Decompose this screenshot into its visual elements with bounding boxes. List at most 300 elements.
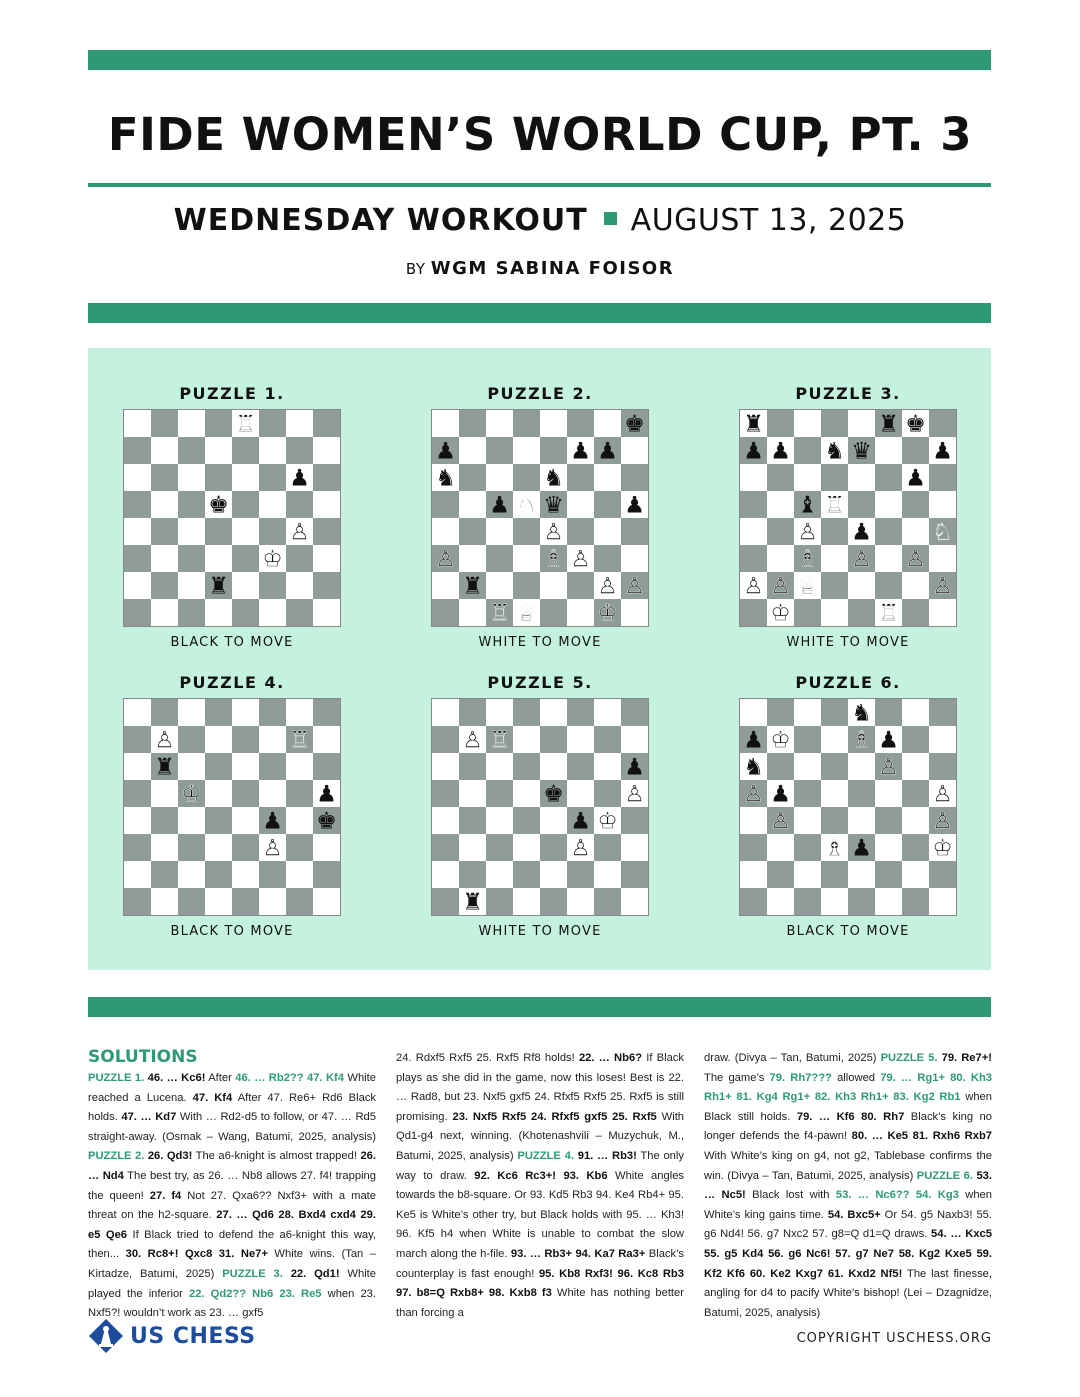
board-square xyxy=(205,437,232,464)
board-square xyxy=(286,861,313,888)
board-square xyxy=(821,780,848,807)
solution-highlight: 79. Rh7??? xyxy=(769,1071,832,1084)
board-square xyxy=(178,753,205,780)
board-square xyxy=(286,437,313,464)
board-square xyxy=(794,464,821,491)
chess-piece-icon: ♙ xyxy=(154,727,175,754)
board-square xyxy=(432,572,459,599)
chess-piece-icon: ♚ xyxy=(624,411,645,438)
board-square xyxy=(459,699,486,726)
board-square xyxy=(848,780,875,807)
separator-square-icon xyxy=(604,212,617,225)
board-square xyxy=(821,888,848,915)
chess-piece-icon: ♟ xyxy=(570,808,591,835)
board-square xyxy=(432,888,459,915)
chess-piece-icon: ♟ xyxy=(905,465,926,492)
board-square xyxy=(902,726,929,753)
board-square xyxy=(821,518,848,545)
chess-piece-icon: ♙ xyxy=(878,754,899,781)
board-square xyxy=(151,437,178,464)
board-square xyxy=(767,699,794,726)
board-square xyxy=(432,861,459,888)
solution-move: 79. … Kf6 80. Rh7 xyxy=(796,1110,905,1123)
board-square xyxy=(740,834,767,861)
board-square xyxy=(848,861,875,888)
subtitle xyxy=(0,203,1080,238)
board-square xyxy=(848,888,875,915)
board-square xyxy=(313,726,340,753)
board-square xyxy=(621,699,648,726)
chess-piece-icon: ♘ xyxy=(932,519,953,546)
puzzles-panel xyxy=(88,348,991,970)
board-square xyxy=(486,699,513,726)
solution-text: The only way to draw. xyxy=(396,1149,684,1182)
board-square xyxy=(286,780,313,807)
board-square xyxy=(929,464,956,491)
board-square xyxy=(459,780,486,807)
chess-piece-icon: ♔ xyxy=(932,835,953,862)
board-square xyxy=(432,753,459,780)
board-square xyxy=(432,834,459,861)
solution-text: With … Rd2-d5 to follow, or 47. … Rd5 straight-away. (Osmak – Wang, Batumi, 2025, analysis) xyxy=(88,1111,376,1143)
solution-highlight: 79. … Rg1+ 80. Kh3 Rh1+ 81. Kg4 Rg1+ 82. Kh3 Rh1+ 83. Kg2 Rb1 xyxy=(704,1071,993,1104)
board-square xyxy=(848,753,875,780)
board-square xyxy=(875,518,902,545)
solution-text: If Black tried to defend the a6-knight this way, then... xyxy=(88,1228,376,1261)
chess-piece-icon: ♙ xyxy=(905,546,926,573)
chess-piece-icon: ♟ xyxy=(770,781,791,808)
board-square xyxy=(232,599,259,626)
chess-piece-icon: ♟ xyxy=(435,438,456,465)
to-move-label: BLACK TO MOVE xyxy=(170,924,294,939)
chess-piece-icon: ♜ xyxy=(208,573,229,600)
board-square xyxy=(205,545,232,572)
chess-piece-icon: ♜ xyxy=(154,754,175,781)
board-square xyxy=(151,599,178,626)
chess-piece-icon: ♙ xyxy=(770,573,791,600)
chess-board xyxy=(431,409,649,627)
board-square xyxy=(259,699,286,726)
board-square xyxy=(567,518,594,545)
chess-piece-icon: ♟ xyxy=(932,438,953,465)
chess-piece-icon: ♟ xyxy=(743,438,764,465)
board-square xyxy=(486,780,513,807)
solution-text: 24. Rdxf5 Rxf5 25. Rxf5 Rf8 holds! xyxy=(396,1052,579,1064)
chess-piece-icon: ♟ xyxy=(743,727,764,754)
solution-move: 92. Kc6 Rc3+! 93. Kb6 xyxy=(474,1169,608,1182)
chess-board xyxy=(431,698,649,916)
board-square xyxy=(794,753,821,780)
board-square xyxy=(432,726,459,753)
page-title: FIDE WOMEN’S WORLD CUP, PT. 3 xyxy=(107,108,973,161)
chess-piece-icon: ♞ xyxy=(824,438,845,465)
board-square xyxy=(151,888,178,915)
solutions-heading: SOLUTIONS xyxy=(88,1047,198,1067)
board-square xyxy=(848,464,875,491)
board-square xyxy=(929,861,956,888)
solution-move: 27. … Qd6 28. Bxd4 cxd4 29. e5 Qe6 xyxy=(88,1209,376,1241)
board-square xyxy=(232,437,259,464)
board-square xyxy=(513,726,540,753)
title-underline xyxy=(88,183,991,187)
solution-text: The last finesse, angling for d4 to pacify White’s bishop! (Lei – Dzagnidze, Batumi, 2025, analysis) xyxy=(704,1267,992,1319)
board-square xyxy=(794,599,821,626)
board-square xyxy=(205,464,232,491)
solution-highlight: PUZZLE 2. xyxy=(88,1150,145,1163)
board-square xyxy=(432,410,459,437)
chess-piece-icon: ♞ xyxy=(743,754,764,781)
board-square xyxy=(232,699,259,726)
solution-text: White reached a Lucena. xyxy=(88,1072,376,1104)
board-square xyxy=(821,410,848,437)
board-square xyxy=(594,861,621,888)
board-square xyxy=(567,888,594,915)
solution-text: Black lost with xyxy=(745,1189,836,1202)
chess-piece-icon: ♙ xyxy=(570,835,591,862)
solution-move: 27. f4 xyxy=(149,1189,182,1202)
board-square xyxy=(540,753,567,780)
us-chess-logo-text: US CHESS xyxy=(130,1323,256,1349)
solutions-column-3 xyxy=(704,1049,992,1323)
board-square xyxy=(567,780,594,807)
board-square xyxy=(794,807,821,834)
solution-text: allowed xyxy=(831,1071,881,1084)
board-square xyxy=(848,572,875,599)
board-square xyxy=(259,726,286,753)
board-square xyxy=(875,464,902,491)
board-square xyxy=(486,518,513,545)
board-square xyxy=(486,807,513,834)
board-square xyxy=(929,599,956,626)
board-square xyxy=(124,699,151,726)
board-square xyxy=(875,545,902,572)
solution-text: With Qd1-g4 next, winning. (Khotenashvili – Muzychuk, M., Batumi, 2025, analysis) xyxy=(396,1110,685,1162)
chess-piece-icon: ♙ xyxy=(624,781,645,808)
solution-text xyxy=(283,1268,291,1280)
board-square xyxy=(124,726,151,753)
board-square xyxy=(740,807,767,834)
chess-piece-icon: ♟ xyxy=(316,781,337,808)
chess-piece-icon: ♙ xyxy=(797,519,818,546)
board-square xyxy=(178,437,205,464)
board-square xyxy=(459,545,486,572)
board-square xyxy=(594,834,621,861)
board-square xyxy=(432,780,459,807)
board-square xyxy=(821,807,848,834)
board-square xyxy=(259,888,286,915)
chess-piece-icon: ♙ xyxy=(570,546,591,573)
chess-piece-icon: ♟ xyxy=(289,465,310,492)
board-square xyxy=(567,861,594,888)
board-square xyxy=(821,572,848,599)
board-square xyxy=(459,491,486,518)
board-square xyxy=(929,410,956,437)
solution-move: 26. … Nd4 xyxy=(88,1150,376,1182)
board-square xyxy=(848,410,875,437)
board-square xyxy=(151,464,178,491)
chess-piece-icon: ♖ xyxy=(824,492,845,519)
board-square xyxy=(540,834,567,861)
chess-piece-icon: ♕ xyxy=(516,600,537,626)
solution-highlight: 53. … Nc6?? 54. Kg3 xyxy=(835,1189,959,1202)
board-square xyxy=(313,861,340,888)
board-square xyxy=(621,861,648,888)
chess-piece-icon: ♗ xyxy=(543,546,564,573)
board-square xyxy=(740,599,767,626)
board-square xyxy=(513,888,540,915)
chess-piece-icon: ♟ xyxy=(624,492,645,519)
board-square xyxy=(259,437,286,464)
chess-piece-icon: ♔ xyxy=(597,600,618,626)
board-square xyxy=(740,861,767,888)
board-square xyxy=(124,518,151,545)
board-square xyxy=(902,753,929,780)
solution-text: After xyxy=(205,1072,236,1084)
board-square xyxy=(513,545,540,572)
board-square xyxy=(594,726,621,753)
board-square xyxy=(205,518,232,545)
board-square xyxy=(794,726,821,753)
chess-piece-icon: ♖ xyxy=(489,600,510,626)
solutions-column-1 xyxy=(88,1069,376,1324)
board-square xyxy=(767,753,794,780)
solution-highlight: 46. … Rb2?? 47. Kf4 xyxy=(235,1072,344,1084)
chess-piece-icon: ♟ xyxy=(570,438,591,465)
board-square xyxy=(875,888,902,915)
board-square xyxy=(594,699,621,726)
board-square xyxy=(513,437,540,464)
solution-text: Black’s king no longer defends the f4-pawn! xyxy=(704,1110,992,1143)
board-square xyxy=(740,888,767,915)
puzzle-title: PUZZLE 1. xyxy=(179,384,285,403)
solution-text: The game’s xyxy=(704,1071,770,1084)
board-square xyxy=(875,861,902,888)
board-square xyxy=(902,599,929,626)
board-square xyxy=(794,834,821,861)
board-square xyxy=(540,726,567,753)
board-square xyxy=(875,834,902,861)
solution-highlight: PUZZLE 3. xyxy=(222,1267,283,1280)
board-square xyxy=(567,464,594,491)
board-square xyxy=(232,464,259,491)
subtitle-series: WEDNESDAY WORKOUT xyxy=(173,203,588,238)
chess-piece-icon: ♟ xyxy=(262,808,283,835)
board-square xyxy=(286,888,313,915)
board-square xyxy=(124,572,151,599)
board-square xyxy=(313,753,340,780)
puzzle-title: PUZZLE 3. xyxy=(795,384,901,403)
solutions-text xyxy=(704,1049,992,1323)
chess-piece-icon: ♜ xyxy=(743,411,764,438)
solution-text: when 23. Nxf5?! wouldn’t work as 23. … gxf5 xyxy=(88,1287,377,1320)
board-square xyxy=(902,780,929,807)
board-square xyxy=(151,780,178,807)
board-square xyxy=(232,726,259,753)
board-square xyxy=(513,518,540,545)
chess-piece-icon: ♚ xyxy=(208,492,229,519)
board-square xyxy=(621,807,648,834)
board-square xyxy=(794,780,821,807)
board-square xyxy=(178,518,205,545)
board-square xyxy=(124,599,151,626)
board-square xyxy=(875,491,902,518)
to-move-label: WHITE TO MOVE xyxy=(786,635,910,650)
chess-piece-icon: ♖ xyxy=(878,600,899,626)
board-square xyxy=(259,491,286,518)
board-square xyxy=(821,861,848,888)
board-square xyxy=(567,491,594,518)
board-square xyxy=(740,699,767,726)
puzzle-title: PUZZLE 4. xyxy=(179,673,285,692)
board-square xyxy=(205,888,232,915)
solution-text: If Black plays as she did in the game, now this loses! Best is 22. … Rad8, but 23. Nxf5 gxf5 24. Rfxf5 Rxf5 25. Rxf5 is still promising. xyxy=(396,1052,684,1123)
board-square xyxy=(740,464,767,491)
board-square xyxy=(767,518,794,545)
chess-piece-icon: ♟ xyxy=(851,835,872,862)
board-square xyxy=(232,491,259,518)
board-square xyxy=(486,753,513,780)
board-square xyxy=(929,699,956,726)
board-square xyxy=(767,410,794,437)
board-square xyxy=(205,780,232,807)
board-square xyxy=(540,861,567,888)
board-square xyxy=(432,518,459,545)
board-square xyxy=(513,807,540,834)
chess-piece-icon: ♘ xyxy=(516,492,537,519)
board-square xyxy=(540,599,567,626)
chess-piece-icon: ♜ xyxy=(462,573,483,600)
chess-piece-icon: ♙ xyxy=(932,808,953,835)
board-grid xyxy=(124,410,340,626)
chess-piece-icon: ♟ xyxy=(878,727,899,754)
board-square xyxy=(124,834,151,861)
solution-text: The best try, as 26. … Nb8 allows 27. f4! trapping the queen! xyxy=(88,1169,377,1202)
board-square xyxy=(740,545,767,572)
puzzle-title: PUZZLE 2. xyxy=(487,384,593,403)
chess-piece-icon: ♟ xyxy=(597,438,618,465)
board-square xyxy=(794,437,821,464)
board-square xyxy=(621,518,648,545)
chess-piece-icon: ♙ xyxy=(624,573,645,600)
board-square xyxy=(929,491,956,518)
board-square xyxy=(151,491,178,518)
solution-text: With White’s king on g4, not g2, Tablebase confirms the win. (Divya – Tan, Batumi, 2025, analysis) xyxy=(704,1149,992,1182)
solution-text: White played the inferior xyxy=(88,1267,377,1300)
board-square xyxy=(594,888,621,915)
board-square xyxy=(486,545,513,572)
board-square xyxy=(313,491,340,518)
board-square xyxy=(486,437,513,464)
board-square xyxy=(232,807,259,834)
solution-move: 23. Nxf5 Rxf5 24. Rfxf5 gxf5 25. Rxf5 xyxy=(452,1110,657,1123)
board-square xyxy=(848,807,875,834)
board-square xyxy=(259,780,286,807)
board-square xyxy=(232,572,259,599)
puzzle-title: PUZZLE 5. xyxy=(487,673,593,692)
board-square xyxy=(151,518,178,545)
board-square xyxy=(902,572,929,599)
board-square xyxy=(232,518,259,545)
puzzles-top-bar xyxy=(88,303,991,323)
board-square xyxy=(567,753,594,780)
chess-piece-icon: ♜ xyxy=(462,889,483,915)
board-square xyxy=(875,807,902,834)
board-square xyxy=(178,599,205,626)
solution-text: Black’s counterplay is fast enough! xyxy=(396,1247,684,1280)
solutions-column-2 xyxy=(396,1049,684,1323)
chess-piece-icon: ♗ xyxy=(851,727,872,754)
chess-board xyxy=(739,409,957,627)
board-square xyxy=(232,861,259,888)
solution-text: The a6-knight is almost trapped! xyxy=(192,1150,361,1163)
solution-move: 80. … Ke5 81. Rxh6 Rxb7 xyxy=(851,1130,992,1143)
board-square xyxy=(151,807,178,834)
board-square xyxy=(875,780,902,807)
board-square xyxy=(178,410,205,437)
chess-piece-icon: ♖ xyxy=(489,727,510,754)
board-square xyxy=(432,807,459,834)
board-square xyxy=(902,699,929,726)
board-square xyxy=(594,545,621,572)
copyright-notice: COPYRIGHT USCHESS.ORG xyxy=(796,1331,992,1346)
board-square xyxy=(486,410,513,437)
board-square xyxy=(259,861,286,888)
puzzle-title: PUZZLE 6. xyxy=(795,673,901,692)
board-square xyxy=(205,834,232,861)
solution-highlight: 22. Qd2?? Nb6 23. Re5 xyxy=(188,1287,322,1300)
board-square xyxy=(621,888,648,915)
board-square xyxy=(594,753,621,780)
board-square xyxy=(124,807,151,834)
board-square xyxy=(124,545,151,572)
board-square xyxy=(259,518,286,545)
board-square xyxy=(286,834,313,861)
board-square xyxy=(432,491,459,518)
chess-piece-icon: ♗ xyxy=(797,546,818,573)
board-square xyxy=(848,491,875,518)
chess-piece-icon: ♗ xyxy=(824,835,845,862)
board-square xyxy=(621,545,648,572)
solution-text: Or 54. g5 Naxb3! 55. g6 Nd4! 56. g7 Nxc2 57. g8=Q d1=Q draws. xyxy=(704,1208,992,1241)
board-square xyxy=(286,753,313,780)
board-square xyxy=(875,437,902,464)
board-square xyxy=(232,780,259,807)
board-square xyxy=(459,807,486,834)
board-square xyxy=(313,572,340,599)
chess-piece-icon: ♚ xyxy=(316,808,337,835)
board-square xyxy=(313,699,340,726)
chess-piece-icon: ♙ xyxy=(462,727,483,754)
board-square xyxy=(205,599,232,626)
board-square xyxy=(205,410,232,437)
board-square xyxy=(567,599,594,626)
board-square xyxy=(151,834,178,861)
solution-text: White wins. (Tan – Kirtadze, Batumi, 2025) xyxy=(88,1248,376,1280)
chess-board xyxy=(123,409,341,627)
chess-piece-icon: ♟ xyxy=(770,438,791,465)
byline-prefix: BY xyxy=(405,260,426,278)
board-square xyxy=(513,410,540,437)
board-square xyxy=(540,410,567,437)
board-square xyxy=(767,491,794,518)
board-square xyxy=(205,861,232,888)
board-square xyxy=(432,599,459,626)
board-square xyxy=(313,437,340,464)
solution-move: 91. … Rb3! xyxy=(577,1149,637,1162)
board-square xyxy=(513,780,540,807)
board-square xyxy=(767,545,794,572)
board-square xyxy=(767,888,794,915)
